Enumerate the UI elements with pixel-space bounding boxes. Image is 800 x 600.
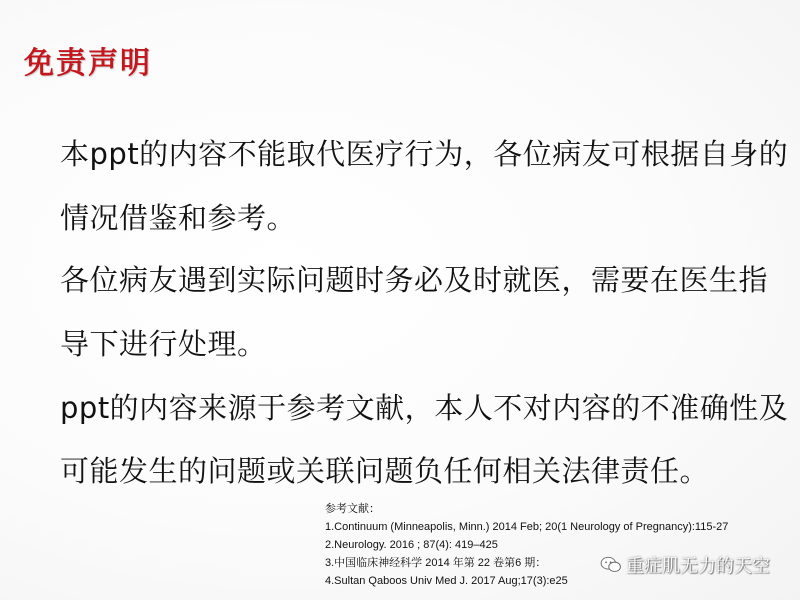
body-line-6: 可能发生的问题或关联问题负任何相关法律责任。 — [60, 454, 710, 488]
body-line-2: 情况借鉴和参考。 — [60, 201, 297, 235]
reference-item-4: 4.Sultan Qaboos Univ Med J. 2017 Aug;17(3):e25 — [325, 575, 568, 587]
body-line-1: 本ppt的内容不能取代医疗行为，各位病友可根据自身的 — [60, 137, 789, 171]
watermark-text: 重症肌无力的天空 — [626, 556, 770, 577]
reference-item-2: 2.Neurology. 2016 ; 87(4): 419–425 — [325, 539, 498, 551]
body-line-4: 导下进行处理。 — [60, 327, 267, 361]
wechat-icon — [600, 556, 622, 574]
reference-item-1: 1.Continuum (Minneapolis, Minn.) 2014 Feb; 20(1 Neurology of Pregnancy):115-27 — [325, 521, 729, 533]
slide-title: 免责声明 — [24, 46, 152, 81]
reference-item-3: 3.中国临床神经科学 2014 年第 22 卷第6 期： — [325, 557, 547, 569]
watermark — [600, 552, 770, 578]
references-heading: 参考文献： — [325, 503, 380, 515]
body-line-5: ppt的内容来源于参考文献，本人不对内容的不准确性及 — [60, 391, 789, 425]
body-line-3: 各位病友遇到实际问题时务必及时就医，需要在医生指 — [60, 263, 769, 297]
